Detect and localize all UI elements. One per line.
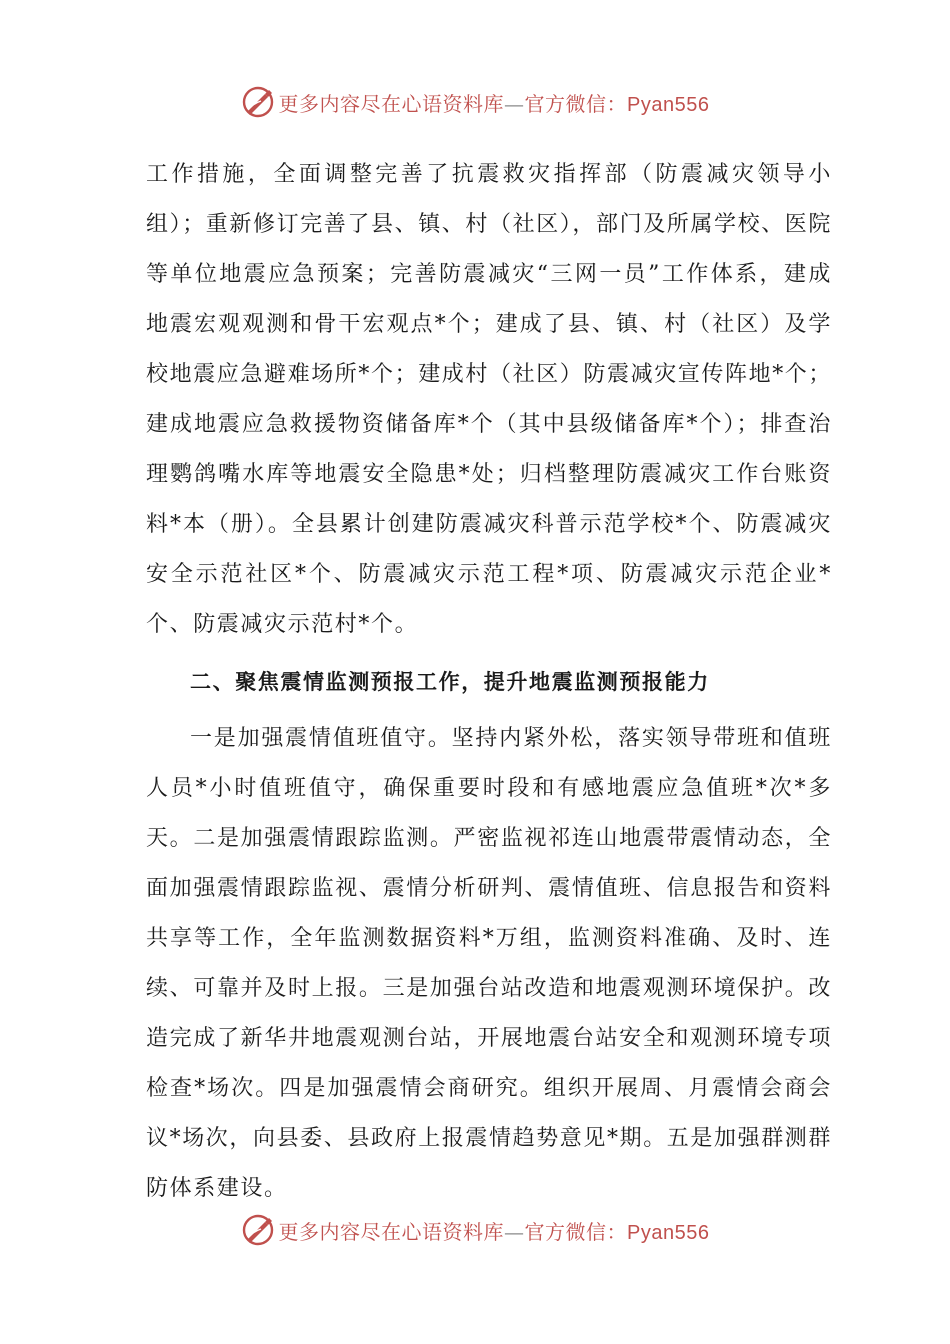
watermark-sub: 官方微信： xyxy=(524,91,628,116)
watermark-id: Pyan556 xyxy=(627,1221,710,1244)
pen-logo-icon xyxy=(241,85,275,119)
document-body xyxy=(146,150,832,1214)
watermark-sub: 官方微信： xyxy=(524,1219,628,1244)
pen-logo-icon xyxy=(241,1213,275,1247)
watermark-main: 更多内容尽在心语资料库 xyxy=(278,91,505,116)
watermark-text xyxy=(279,88,710,117)
watermark-id: Pyan556 xyxy=(627,93,710,116)
section-heading-2: 二、聚焦震情监测预报工作，提升地震监测预报能力 xyxy=(190,670,710,694)
body-paragraph-2: 一是加强震情值班值守。坚持内紧外松，落实领导带班和值班人员*小时值班值守，确保重要时段和有感地震应急值班*次*多天。二是加强震情跟踪监测。严密监视祁连山地震带震情动态，全面加强震情跟踪监视、震情分析研判、震情值班、信息报告和资料共享等工作，全年监测数据资料*万组，监测资料准确、及时、连续、可靠并及时上报。三是加强台站改造和地震观测环境保护。改造完成了新华井地震观测台站，开展地震台站安全和观测环境专项检查*场次。四是加强震情会商研究。组织开展周、月震情会商会议*场次，向县委、县政府上报震情趋势意见*期。五是加强群测群防体系建设。 xyxy=(146,726,833,1201)
header-watermark xyxy=(0,82,950,122)
body-paragraph-1: 工作措施，全面调整完善了抗震救灾指挥部（防震减灾领导小组）；重新修订完善了县、镇、村（社区），部门及所属学校、医院等单位地震应急预案；完善防震减灾“三网一员”工作体系，建成地震宏观观测和骨干宏观点*个；建成了县、镇、村（社区）及学校地震应急避难场所*个；建成村（社区）防震减灾宣传阵地*个；建成地震应急救援物资储备库*个（其中县级储备库*个）；排查治理鹦鸽嘴水库等地震安全隐患*处；归档整理防震减灾工作台账资料*本（册）。全县累计创建防震减灾科普示范学校*个、防震减灾安全示范社区*个、防震减灾示范工程*项、防震减灾示范企业*个、防震减灾示范村*个。 xyxy=(146,162,833,637)
watermark-dash: — xyxy=(504,1219,525,1244)
footer-watermark xyxy=(0,1210,950,1250)
watermark-text xyxy=(279,1216,710,1245)
watermark-dash: — xyxy=(504,91,525,116)
watermark-main: 更多内容尽在心语资料库 xyxy=(278,1219,505,1244)
